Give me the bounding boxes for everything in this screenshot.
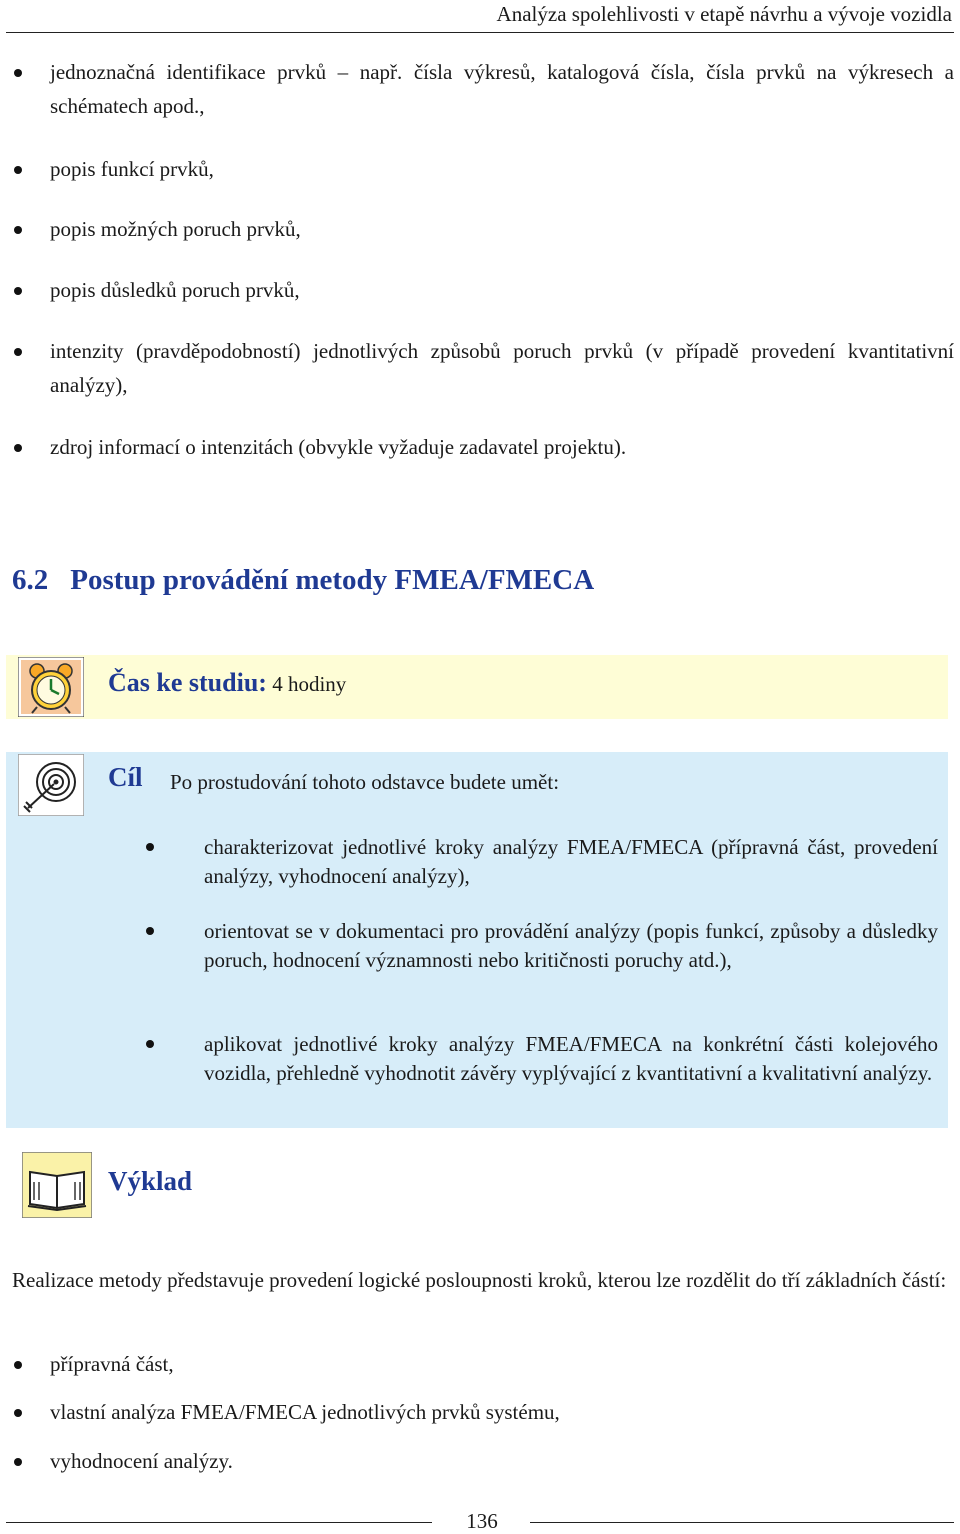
running-title: Analýza spolehlivosti v etapě návrhu a vývoje vozidla (496, 2, 952, 26)
list-item-text: popis důsledků poruch prvků, (50, 278, 300, 302)
goal-item (146, 833, 938, 891)
bullet (14, 444, 22, 452)
list-item-text: popis funkcí prvků, (50, 157, 214, 181)
list-item (14, 1347, 954, 1381)
bullet (14, 1361, 22, 1369)
footer-rule-left (6, 1522, 432, 1523)
study-time (108, 668, 346, 698)
section-heading (12, 564, 594, 597)
body-paragraph: Realizace metody představuje provedení logické posloupnosti kroků, kterou lze rozdělit do tří základních částí: (12, 1268, 947, 1292)
list-item (14, 212, 954, 246)
alarm-clock-icon (18, 657, 84, 717)
bullet (14, 166, 22, 174)
list-item (14, 1444, 954, 1478)
study-time-value: 4 hodiny (272, 672, 347, 696)
bullet (14, 226, 22, 234)
study-time-label: Čas ke studiu: (108, 668, 267, 697)
bullet (14, 1409, 22, 1417)
list-item-text: vlastní analýza FMEA/FMECA jednotlivých prvků systému, (50, 1400, 560, 1424)
goal-item (146, 1030, 938, 1117)
page-header (6, 0, 954, 33)
bullet (14, 69, 22, 77)
list-item (14, 1395, 954, 1429)
goal-item (146, 917, 938, 1004)
page-number: 136 (466, 1509, 498, 1533)
goal-item-text: charakterizovat jednotlivé kroky analýzy FMEA/FMECA (přípravná část, provedení analýzy, vyhodnocení analýzy), (204, 835, 938, 888)
section-title: Postup provádění metody FMEA/FMECA (70, 564, 595, 596)
list-item-text: přípravná část, (50, 1352, 174, 1376)
bullet (14, 287, 22, 295)
goal-item-text: aplikovat jednotlivé kroky analýzy FMEA/FMECA na konkrétní části kolejového vozidla, přehledně vyhodnotit závěry vyplývající z kvantitativní a kvalitativní analýzy. (204, 1032, 938, 1085)
list-item-text: popis možných poruch prvků, (50, 217, 301, 241)
explanation-label: Výklad (108, 1166, 193, 1196)
bullet (14, 1458, 22, 1466)
bullet (14, 348, 22, 356)
list-item (14, 152, 954, 186)
list-item (14, 273, 954, 307)
target-icon (18, 754, 84, 816)
list-item-text: zdroj informací o intenzitách (obvykle vyžaduje zadavatel projektu). (50, 435, 627, 459)
goal-intro: Po prostudování tohoto odstavce budete umět: (170, 770, 560, 794)
bullet (146, 843, 154, 851)
list-item (14, 430, 954, 464)
goal-label: Cíl (108, 762, 143, 792)
bullet (146, 927, 154, 935)
list-item (14, 55, 954, 123)
open-book-icon (22, 1152, 92, 1218)
footer-rule-right (530, 1522, 954, 1523)
section-number: 6.2 (12, 564, 49, 596)
list-item-text: jednoznačná identifikace prvků – např. čísla výkresů, katalogová čísla, čísla prvků na výkresech a schématech apod., (50, 60, 954, 118)
list-item (14, 334, 954, 402)
list-item-text: vyhodnocení analýzy. (50, 1449, 233, 1473)
bullet (146, 1040, 154, 1048)
list-item-text: intenzity (pravděpodobností) jednotlivých způsobů poruch prvků (v případě provedení kvantitativní analýzy), (50, 339, 954, 397)
goal-item-text: orientovat se v dokumentaci pro provádění analýzy (popis funkcí, způsoby a důsledky poruch, hodnocení významnosti nebo kritičnosti poruchy atd.), (204, 919, 938, 972)
